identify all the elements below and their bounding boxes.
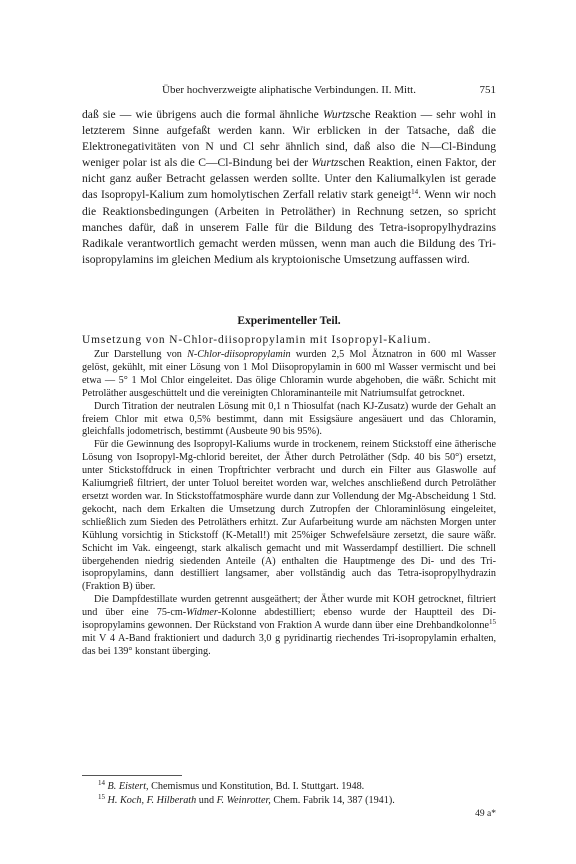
footnote-author: F. Weinrotter,: [216, 794, 271, 806]
experimental-paragraph: [82, 349, 496, 401]
wurtz-name: Wurtz: [322, 108, 350, 121]
text-part: Die Dampfdestillate wurden getrennt ausgeäthert; der Äther wurde mit KOH getrocknet, filtriert und über eine 75-cm-: [82, 594, 496, 619]
footnote-author: B. Eistert,: [107, 781, 149, 792]
compound-name: N-Chlor-diisopropylamin: [187, 349, 291, 360]
footnotes: [82, 780, 496, 807]
page-number: 751: [479, 84, 496, 96]
intro-text-part: schen Reaktion, einen Faktor, der nicht ganz außer Betracht gelassen werden sollte. Unter den Kaliumalkylen ist gerade das Isopropyl-Kalium zum homolytischen Zerfall relativ stark geneigt: [82, 156, 496, 202]
footnote-ref-14: 14: [411, 188, 419, 197]
intro-text-part: daß sie — wie übrigens auch die formal ähnliche: [82, 108, 323, 121]
intro-text: [82, 107, 496, 268]
running-header: [82, 83, 496, 97]
text-part: mit V 4 A-Band fraktioniert und dadurch 3,0 g pyridinartig riechendes Tri-isopropylamin erhalten, das bei 139° konstant überging.: [82, 632, 496, 657]
footnote-14: [82, 780, 496, 794]
footnote-text: Chemismus und Konstitution, Bd. I. Stuttgart. 1948.: [148, 781, 365, 792]
footnote-author: H. Koch,: [107, 794, 145, 806]
footnote-text: Chem. Fabrik 14, 387 (1941).: [270, 794, 395, 806]
running-title: Über hochverzweigte aliphatische Verbindungen. II. Mitt.: [162, 84, 416, 96]
wurtz-name: Wurtz: [311, 156, 339, 170]
footnote-text: und: [196, 794, 217, 806]
text-part: wurden 2,5 Mol Ätznatron in 600 ml Wasser gelöst, gekühlt, mit einer Lösung von 1 Mol Diisopropylamin in 600 ml Wasser vermischt und bei etwa — 5° 1 Mol Chlor eingeleitet. Das ölige Chloramin wurde abgehoben, die wäßr. Schicht mit Petroläther ausgeschüttelt und die vereinigten Chloraminanteile mit Natriumsulfat getrocknet.: [82, 349, 496, 399]
experimental-paragraph: Durch Titration der neutralen Lösung mit 0,1 n Thiosulfat (nach KJ-Zusatz) wurde der Gehalt an freiem Chlor mit etwa 0,5% bestimmt, dann mit Essigsäure angesäuert und das Chloramin, gleichfalls jodometrisch, bestimmt (Ausbeute 90 bis 95%).: [82, 400, 496, 438]
footnote-rule: [82, 775, 182, 776]
intro-paragraph: [82, 107, 496, 268]
signature-mark: 49 a*: [475, 809, 496, 819]
footnote-ref-15: 15: [489, 618, 496, 627]
section-subheading: Umsetzung von N-Chlor-diisopropylamin mit Isopropyl-Kalium.: [82, 334, 432, 346]
footnote-15: [82, 794, 496, 808]
text-part: -Kolonne abdestilliert; ebenso wurde der Hauptteil des Di-isopropylamins gewonnen. Der Rückstand von Fraktion A wurde dann über eine Drehbandkolonne: [82, 607, 496, 632]
intro-text-part: sche Reaktion — sehr wohl in letzterem Sinne aufgefaßt werden kann. Wir erblicken in der Tatsache, daß die Elektronegativitäten von N und Cl sehr ähnlich sind, daß also die N—Cl-Bindung weniger polar ist als die C—Cl-Bindung bei der: [82, 108, 496, 170]
experimental-paragraph: [82, 594, 496, 659]
footnote-author: F. Hilberath: [146, 794, 197, 806]
intro-text-part: . Wenn wir noch die Reaktionsbedingungen (Arbeiten in Petroläther) in Rechnung setzen, so spricht manches dafür, daß in unserem Falle für die Bildung des Tetra-isopropylhydrazins Radikale verantwortlich gemacht werden müssen, wenn man auch die Bildung des Tri-isopropylamins im gleichen Medium als kryptoionische Umsetzung auffassen wird.: [82, 188, 496, 266]
footnote-number: 14: [98, 779, 105, 787]
text-part: Zur Darstellung von: [94, 349, 188, 360]
experimental-section: [82, 349, 496, 659]
footnote-number: 15: [98, 792, 105, 801]
experimental-paragraph: Für die Gewinnung des Isopropyl-Kaliums wurde in trockenem, reinem Stickstoff eine ätherische Lösung von Isopropyl-Mg-chlorid bereitet, der Äther durch Petroläther (Sdp. 40 bis 50°) ersetzt, unter Stickstoffdruck in einen Tropftrichter verbracht und durch ein Filter aus Glaswolle auf Kaliumgrieß filtriert, der unter Toluol bereitet worden war, welches anschließend durch Petroläther ersetzt worden war. In Stickstoffatmosphäre wurde dann zur Vollendung der Mg-Abscheidung 1 Std. gekocht, nach dem Erkalten die Umsetzung durch Zutropfen der Chloraminlösung eingeleitet, schließlich zum Sieden des Petroläthers erhitzt. Zur Aufarbeitung wurde am nächsten Morgen unter Kühlung vorsichtig in Stickstoff (K-Metall!) mit 25%iger Schwefelsäure zersetzt, die saure wäßr. Schicht im Vak. eingeengt, stark alkalisch gemacht und mit Wasserdampf destilliert. Die schnell übergehenden niedrig siedenden Anteile (A) enthalten die Hauptmenge des Di- und des Tri-isopropylamins, dann destilliert langsamer, aber vollständig auch das Tetra-isopropylhydrazin (Fraktion B) über.: [82, 439, 496, 593]
widmer-name: Widmer: [186, 607, 218, 619]
section-heading: Experimenteller Teil.: [237, 315, 341, 327]
